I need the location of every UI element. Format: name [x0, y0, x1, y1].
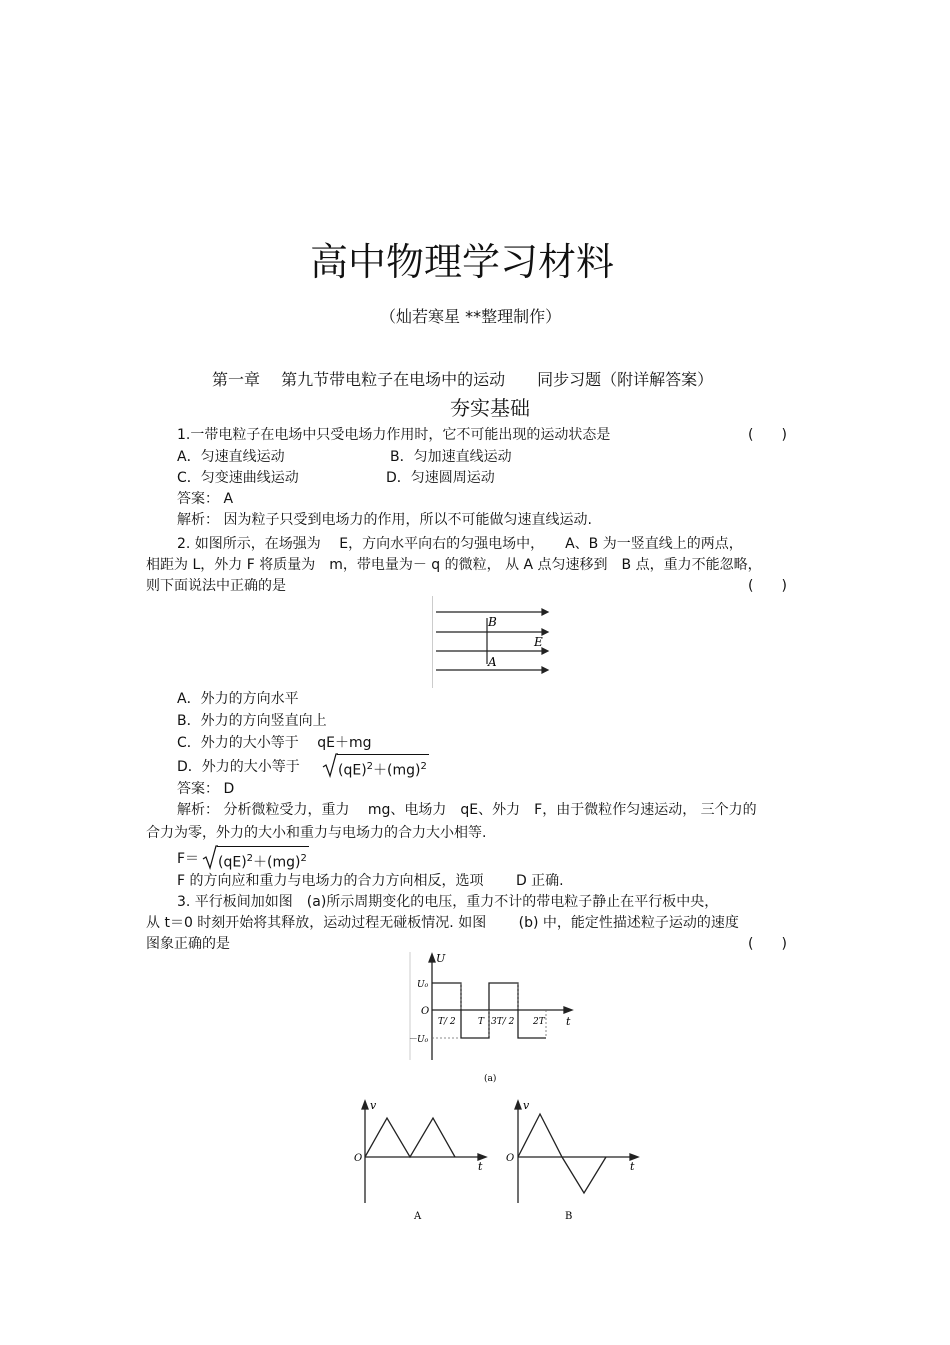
q3-fig-a-tick: 2T [533, 1017, 545, 1027]
q3-fig-b-caption-b: B [565, 1211, 573, 1222]
q2-conclusion: F 的方向应和重力与电场力的合力方向相反，选项 D 正确. [177, 873, 564, 889]
q2-field-figure [432, 596, 550, 688]
q3-line-3: 图象正确的是 [146, 936, 230, 952]
q2-fig-label-e: E [534, 635, 543, 649]
q1-option-a: A．匀速直线运动 [177, 449, 285, 465]
q1-answer: 答案： A [177, 491, 234, 507]
q2-option-d [177, 758, 300, 776]
q2-bracket: ( ) [748, 578, 787, 594]
q3-line-1: 3. 平行板间加如图 (a)所示周期变化的电压，重力不计的带电粒子静止在平行板中央， [177, 894, 719, 910]
q3-fig-a-tick: T [478, 1017, 485, 1027]
q3-fig-a-caption: (a) [484, 1074, 497, 1084]
q3-fig-a-origin: O [421, 1006, 430, 1017]
q2-formula-prefix: F＝ [177, 851, 200, 867]
q3-figure-b-option-b [500, 1095, 648, 1223]
q3-fig-b-caption-a: A [414, 1211, 422, 1222]
q3-bracket: ( ) [748, 936, 787, 952]
q3-fig-b-a-y-label: v [370, 1099, 377, 1112]
q2-option-d-prefix: D．外力的大小等于 [177, 759, 300, 775]
q3-figure-a [400, 952, 580, 1087]
q1-option-b: B．匀加速直线运动 [390, 449, 512, 465]
q1-bracket: ( ) [748, 427, 787, 443]
q1-stem: 1.一带电粒子在电场中只受电场力作用时，它不可能出现的运动状态是 [177, 427, 611, 443]
q2-fig-label-b: B [488, 615, 497, 629]
q2-option-c: C．外力的大小等于 qE＋mg [177, 735, 372, 751]
chapter-heading: 第一章 第九节带电粒子在电场中的运动 同步习题（附详解答案） [212, 370, 714, 389]
q2-option-d-exp2: 2 [420, 761, 427, 772]
q2-formula-exp2: 2 [300, 853, 307, 864]
q3-fig-b-b-origin: O [506, 1153, 515, 1164]
q3-fig-b-b-x-label: t [630, 1160, 635, 1173]
page-title: 高中物理学习材料 [310, 240, 615, 284]
q2-option-a: A．外力的方向水平 [177, 691, 299, 707]
q2-formula-plus: ＋(mg) [253, 854, 301, 871]
q3-fig-a-neg-u0: －U₀ [408, 1035, 429, 1045]
q3-fig-a-u0: U₀ [417, 980, 429, 990]
q3-fig-a-tick: 3T/ 2 [491, 1017, 515, 1027]
q2-answer: 答案： D [177, 781, 235, 797]
q1-option-c: C．匀变速曲线运动 [177, 470, 299, 486]
q2-fig-label-a: A [488, 655, 497, 669]
sqrt-sign-icon [322, 752, 338, 778]
q2-analysis-1: 解析： 分析微粒受力，重力 mg、电场力 qE、外力 F，由于微粒作匀速运动， 三个力的 [177, 802, 757, 818]
q3-fig-a-y-label: U [436, 952, 446, 965]
q3-fig-b-b-y-label: v [523, 1099, 530, 1112]
q1-option-d: D．匀速圆周运动 [386, 470, 495, 486]
page-subtitle: （灿若寒星 **整理制作） [380, 307, 562, 326]
q2-line-3: 则下面说法中正确的是 [146, 578, 286, 594]
q2-option-d-expr: (qE) [338, 762, 367, 779]
q2-option-d-exp1: 2 [366, 761, 374, 772]
q2-option-b: B．外力的方向竖直向上 [177, 713, 327, 729]
q2-formula-expr: (qE) [218, 854, 247, 871]
q3-fig-a-tick: T/ 2 [438, 1017, 456, 1027]
q2-line-1: 2. 如图所示，在场强为 E，方向水平向右的匀强电场中， A、B 为一竖直线上的两点， [177, 536, 743, 552]
sqrt-sign-icon [202, 844, 218, 870]
q3-fig-a-x-label: t [566, 1015, 571, 1028]
q3-figure-b-option-a [348, 1095, 488, 1223]
q3-line-2: 从 t＝0 时刻开始将其释放，运动过程无碰板情况. 如图 (b) 中，能定性描述粒子运动的速度 [146, 915, 739, 931]
q2-formula-exp1: 2 [246, 853, 254, 864]
q2-line-2: 相距为 L，外力 F 将质量为 m，带电量为－ q 的微粒， 从 A 点匀速移到 B 点，重力不能忽略， [146, 557, 762, 573]
q3-fig-b-a-origin: O [354, 1153, 363, 1164]
q1-analysis: 解析： 因为粒子只受到电场力的作用，所以不可能做匀速直线运动. [177, 512, 592, 528]
q3-fig-b-a-x-label: t [478, 1160, 483, 1173]
section-heading: 夯实基础 [450, 396, 530, 420]
q2-analysis-2: 合力为零，外力的大小和重力与电场力的合力大小相等. [146, 825, 487, 841]
q2-option-d-plus: ＋(mg) [373, 762, 421, 779]
